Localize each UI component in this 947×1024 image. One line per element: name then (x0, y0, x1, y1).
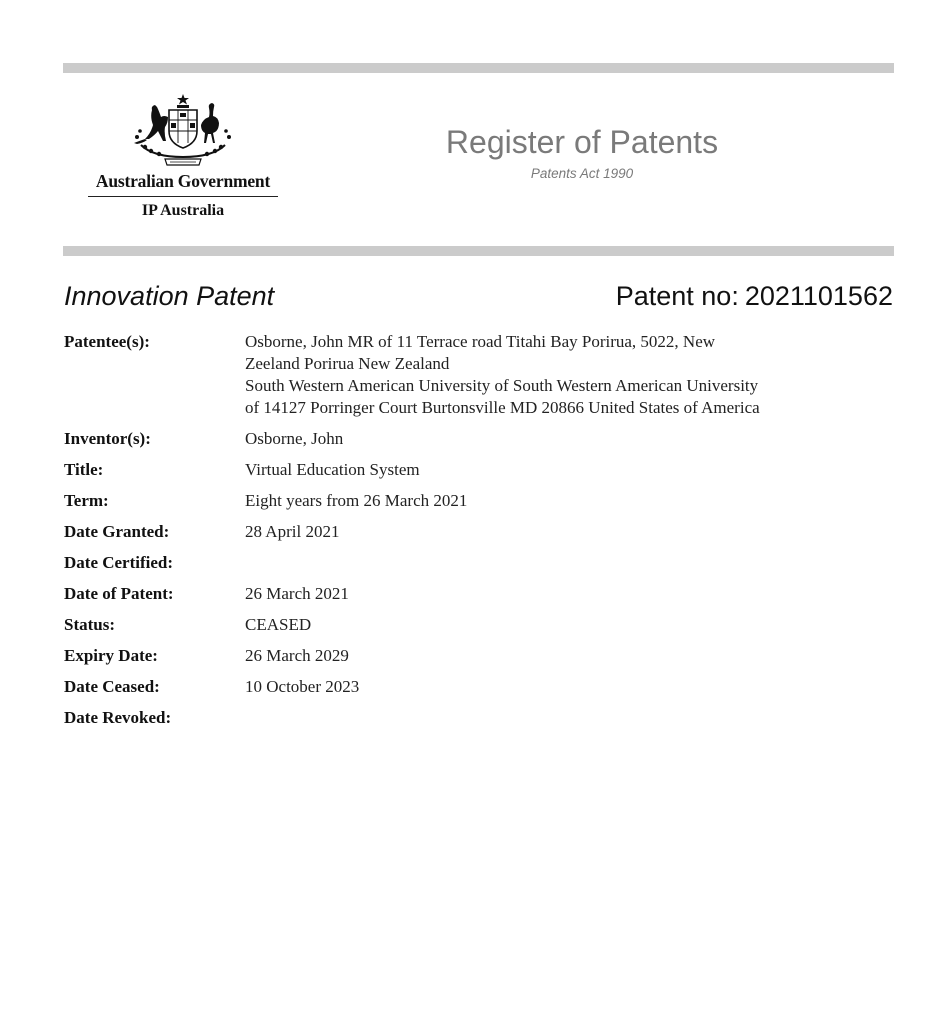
inventors-label: Inventor(s): (64, 429, 151, 448)
status-label: Status: (64, 615, 116, 634)
term-value: Eight years from 26 March 2021 (245, 491, 468, 510)
row-date-ceased (64, 676, 784, 698)
row-term (64, 490, 784, 512)
expiry-date-value: 26 March 2029 (245, 646, 349, 665)
bottom-divider (63, 246, 894, 256)
row-date-of-patent (64, 583, 784, 605)
agency-name: IP Australia (141, 202, 225, 219)
patentee-2: South Western American University of South Western American University of 14127 Porringer Court Burtonsville MD 20866 United States of America (245, 376, 760, 417)
expiry-date-label: Expiry Date: (64, 646, 158, 665)
patent-number (616, 281, 893, 312)
term-label: Term: (64, 491, 109, 510)
row-patentees (64, 331, 784, 419)
logo-divider (88, 196, 278, 197)
coat-of-arms-icon (131, 93, 235, 167)
register-subtitle: Patents Act 1990 (530, 166, 634, 181)
patent-details (64, 331, 784, 738)
top-divider (63, 63, 894, 73)
title-label: Title: (64, 460, 104, 479)
patent-number-label: Patent no: (615, 281, 739, 311)
patentee-1: Osborne, John MR of 11 Terrace road Titahi Bay Porirua, 5022, New Zeeland Porirua New Zealand (245, 332, 716, 373)
patentees-label: Patentee(s): (64, 332, 150, 351)
date-of-patent-value: 26 March 2021 (245, 584, 349, 603)
register-title: Register of Patents (445, 124, 719, 160)
row-expiry-date (64, 645, 784, 667)
date-revoked-value (245, 707, 784, 729)
government-logo (86, 93, 280, 227)
date-revoked-label: Date Revoked: (64, 708, 172, 727)
inventors-value: Osborne, John (245, 429, 344, 448)
patent-type: Innovation Patent (64, 281, 275, 311)
row-status (64, 614, 784, 636)
date-ceased-label: Date Ceased: (64, 677, 160, 696)
date-ceased-value: 10 October 2023 (245, 677, 360, 696)
date-granted-value: 28 April 2021 (245, 522, 340, 541)
row-title (64, 459, 784, 481)
date-certified-value (245, 552, 784, 574)
row-inventors (64, 428, 784, 450)
row-date-certified (64, 552, 784, 574)
patent-number-value: 2021101562 (744, 281, 893, 311)
row-date-granted (64, 521, 784, 543)
title-value: Virtual Education System (245, 460, 420, 479)
date-granted-label: Date Granted: (64, 522, 170, 541)
government-name: Australian Government (95, 171, 271, 191)
date-certified-label: Date Certified: (64, 553, 174, 572)
patentees-value (245, 331, 765, 419)
row-date-revoked (64, 707, 784, 729)
date-of-patent-label: Date of Patent: (64, 584, 174, 603)
status-value: CEASED (245, 615, 312, 634)
